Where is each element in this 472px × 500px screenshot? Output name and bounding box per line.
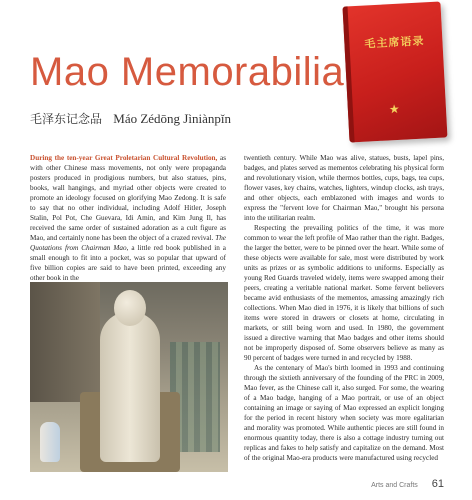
lead-in: During the ten-year Great Proletarian Cultural Revolution, [30,154,218,162]
right-paragraph-2: Respecting the prevailing politics of the time, it was more common to wear the left profile of Mao rather than the right. Badges, the larger the better, were to be pinned over the heart. While some of these objects were available for sale, most were distributed by work units as prizes or as symbolic additions to uniforms. Especially as young Red Guards traveled widely, items were swapped among their peers, creating a veritable national market. Some fervent believers became avid enthusiasts of the mementos, amassing amazingly rich collections. When Mao died in 1976, it is likely that billions of such items were stored in drawers or closets at home, circulating in markets, or still being worn and used. In 1980, the government issued a directive warning that Mao badges and other items should not be improperly disposed of. Some observers believe as many as 90 percent of badges were turned in and recycled by 1988. [244,224,444,362]
book-title-italic: The Quotations from Chairman Mao [30,234,226,252]
page-title: Mao Memorabilia [30,50,345,94]
right-paragraph-3: As the centenary of Mao's birth loomed in 1993 and continuing through the sixtieth anniversary of the founding of the PRC in 2009, Mao fever, as the Chinese call it, also surged. For some, the wearing of a Mao badge, hanging of a Mao portrait, or use of an object containing an image or saying of Mao expressed an explicit longing for the period in recent history when society was more egalitarian and morality was promoted. While authentic pieces are still found in enormous quantity today, there is also a cottage industry turning out replicas and fakes to help satisfy and capitalize on the demand. Most of the original Mao-era products were manufactured using recycled [244,364,444,462]
paragraph-text: as with other Chinese mass movements, not only were propaganda posters produced in prodigious numbers, but also statues, pins, books, wall hangings, and myriad other objects were created to promote an ideology focused on glorifying Mao Zedong. It is safe to say that no other individual, including Adolf Hitler, Joseph Stalin, Pol Pot, Che Guevara, Idi Amin, and Kim Jung Il, has received the same order of sustained adoration as a cult figure as Mao, and certainly none has been the object of a crazed revival. [30,154,226,242]
mao-statue-photo [30,282,228,472]
book-spine [343,6,355,142]
chinese-title: 毛泽东记念品 [30,112,103,126]
star-icon: ★ [388,101,401,117]
book-cover-title: 毛主席语录 [364,34,425,51]
subtitle [30,110,231,127]
right-paragraph-1: twentieth century. While Mao was alive, statues, busts, lapel pins, badges, and plates served as mementos celebrating his physical form and revolutionary vision, while thermos bottles, cups, bags, tea cups, flower vases, key chains, watches, lighters, windup clocks, ash trays, and other objects, each emblazoned with images and words to express the "fervent love for Chairman Mao," brought his persona into the utilitarian realm. [244,154,444,222]
left-column [30,153,226,283]
paragraph-text-end: , a little red book published in a small enough to fit into a pocket, was so popular that upward of five billion copies are said to have been printed, exceeding any other book in the [30,244,226,282]
little-red-book-image [343,2,448,143]
right-column [244,153,444,463]
page-number: 61 [431,478,444,490]
left-paragraph [30,153,226,283]
pinyin-title: Máo Zédōng Jìniànpǐn [113,111,231,126]
section-name: Arts and Crafts [371,482,418,489]
page-footer [371,478,444,490]
